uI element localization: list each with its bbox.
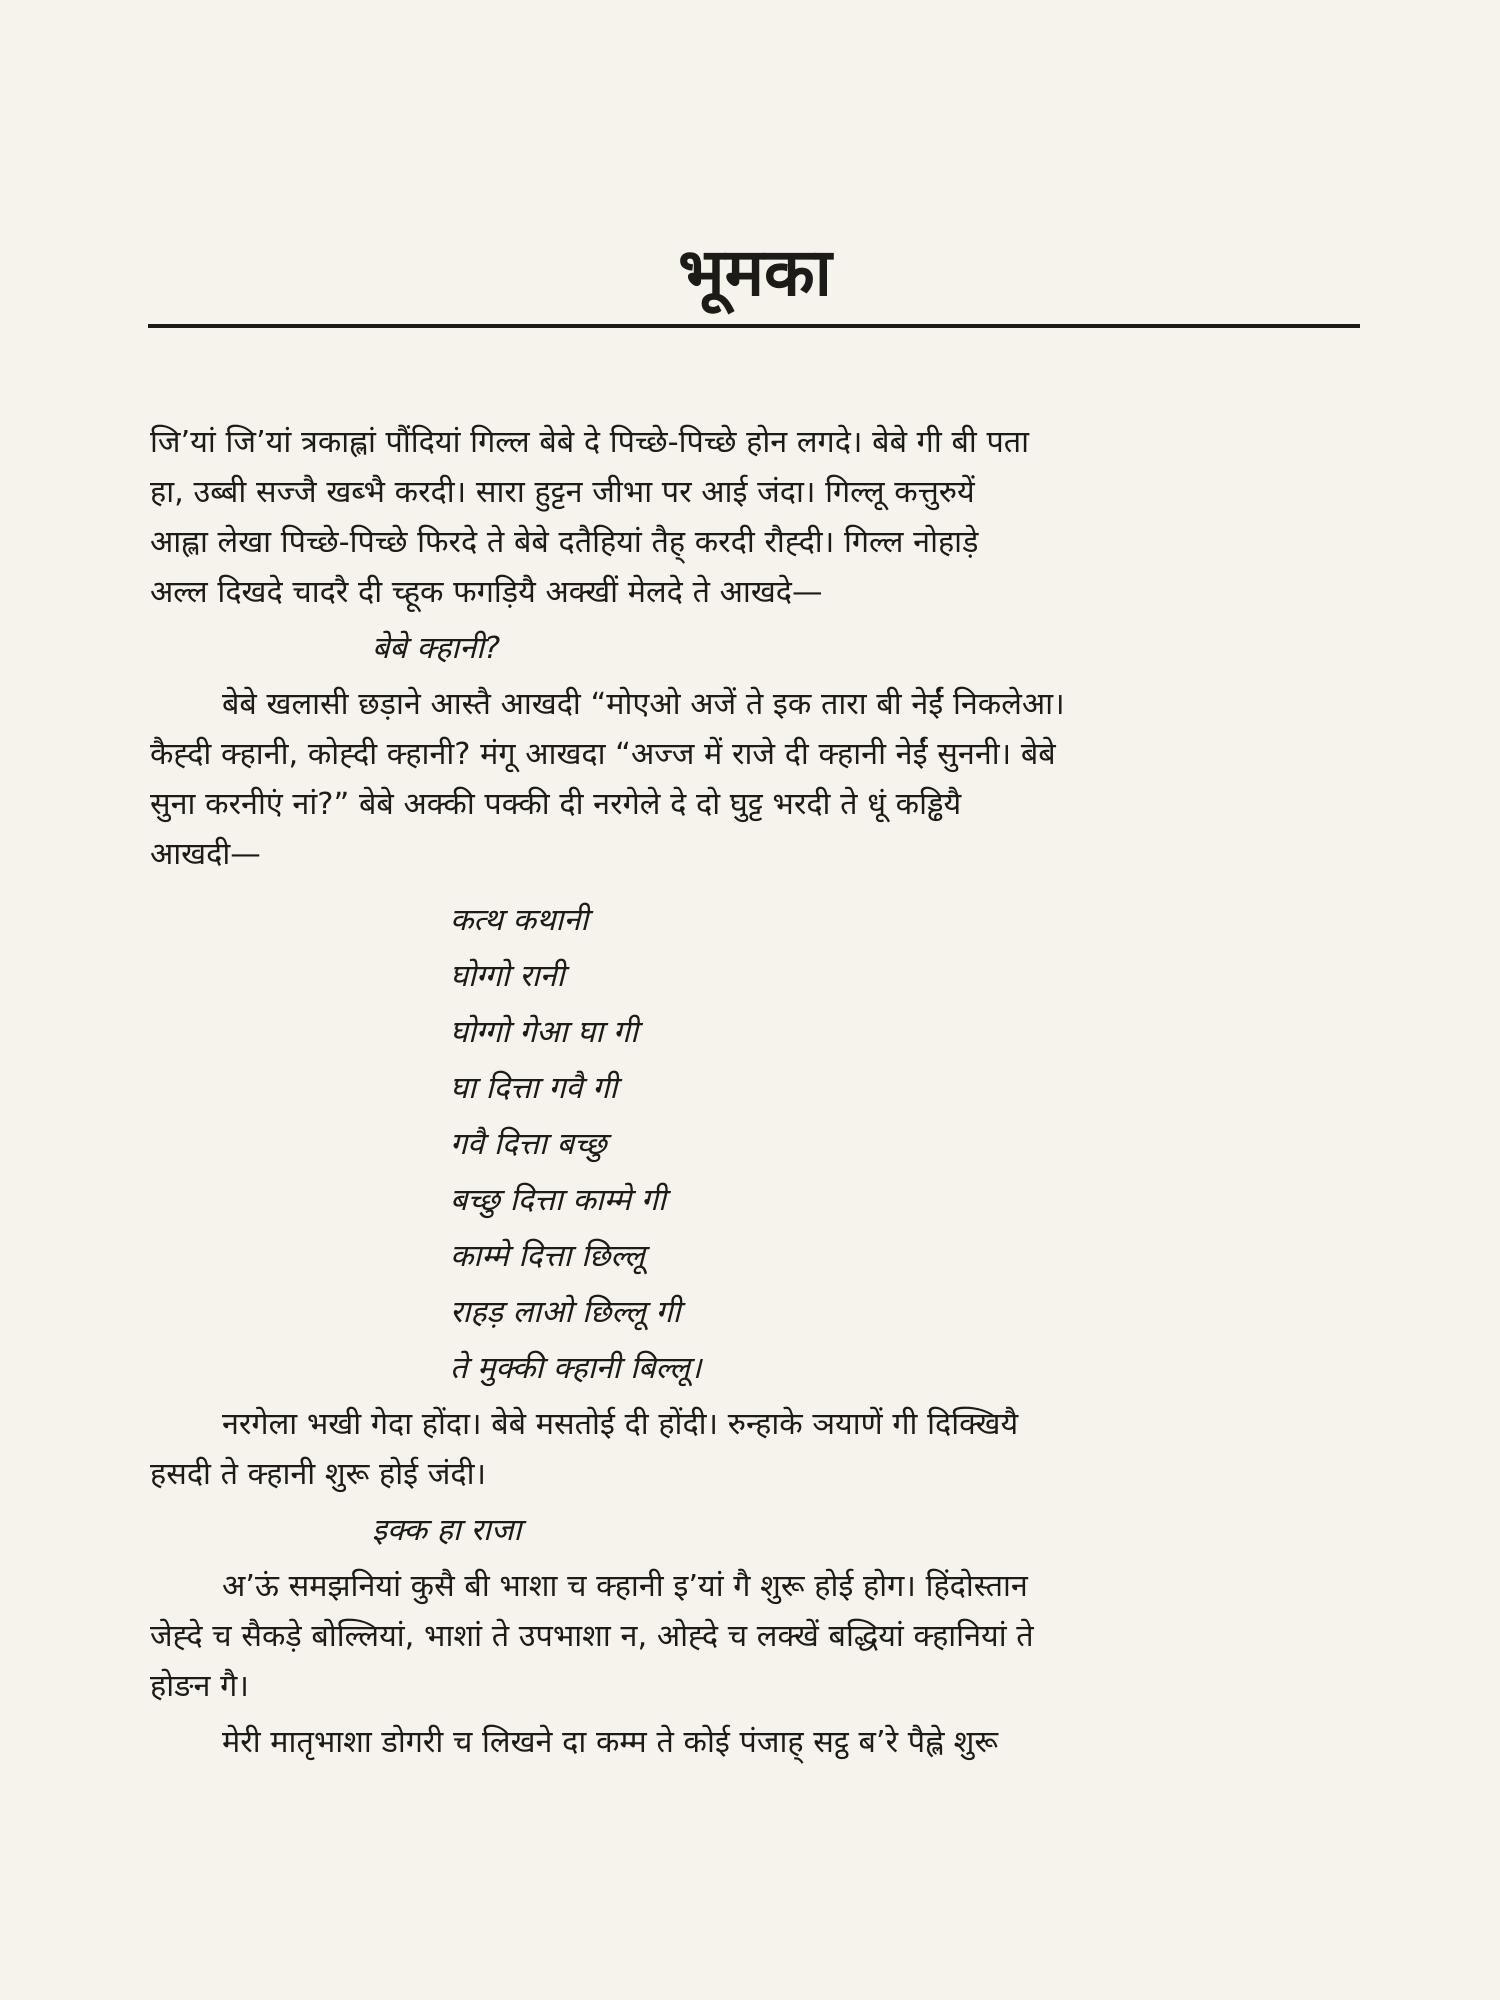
verse-line: घोग्गो गेआ घा गी <box>450 1015 638 1050</box>
verse-line: कत्थ कथानी <box>450 903 589 938</box>
paragraph-4 <box>150 1562 1360 1712</box>
verse-line: काम्मे दित्ता छिल्लू <box>450 1239 645 1274</box>
title-underline <box>148 324 1360 328</box>
question-line: बेबे क्हानी? <box>372 631 501 666</box>
verse-line: गवै दित्ता बच्छु <box>450 1127 607 1162</box>
text-line: आह्ला लेखा पिच्छे-पिच्छे फिरदे ते बेबे दतैहियां तैह् करदी रौह्दी। गिल्ल नोहाड़े <box>150 525 979 560</box>
text-line: बेबे खलासी छड़ाने आस्तै आखदी “मोएओ अजें ते इक तारा बी नेईं निकलेआ। <box>222 687 1065 722</box>
text-line: अल्ल दिखदे चादरै दी च्हूक फगड़ियै अक्खीं मेलदे ते आखदे— <box>150 575 823 610</box>
text-line: जेह्दे च सैकड़े बोल्लियां, भाशां ते उपभाशा न, ओह्दे च लक्खें बद्धियां क्हानियां ते <box>150 1619 1034 1654</box>
text-line: जि’यां जि’यां त्रकाह्लां पौंदियां गिल्ल बेबे दे पिच्छे-पिच्छे होन लगदे। बेबे गी बी पता <box>150 425 1030 460</box>
verse-line: बच्छु दित्ता काम्मे गी <box>450 1183 666 1218</box>
story-opening-line: इक्क हा राजा <box>372 1513 522 1548</box>
text-line: होङन गै। <box>150 1669 249 1704</box>
verse-line: घोग्गो रानी <box>450 959 565 994</box>
text-line: अ’ऊं समझनियां कुसै बी भाशा च क्हानी इ’यां गै शुरू होई होग। हिंदोस्तान <box>222 1569 1028 1604</box>
text-line: मेरी मातृभाशा डोगरी च लिखने दा कम्म ते कोई पंजाह् सट्ठ ब’रे पैह्ले शुरू <box>222 1725 999 1760</box>
verse-block <box>150 896 1360 1394</box>
paragraph-3 <box>150 1400 1360 1500</box>
paragraph-2 <box>150 680 1360 880</box>
text-line: सुना करनीएं नां?” बेबे अक्की पक्की दी नरगेले दे दो घुट्ट भरदी ते धूं कड्ढियै <box>150 787 962 822</box>
text-line: नरगेला भखी गेदा होंदा। बेबे मसतोई दी होंदी। रुन्हाके ञयाणें गी दिक्खियै <box>222 1407 1019 1442</box>
text-line: हा, उब्बी सज्जै खब्भै करदी। सारा हुट्टन जीभा पर आई जंदा। गिल्लू कत्तुरुयें <box>150 475 975 510</box>
paragraph-5 <box>150 1718 1360 1768</box>
page-title: भूमका <box>678 234 832 311</box>
text-line: हसदी ते क्हानी शुरू होई जंदी। <box>150 1457 487 1492</box>
text-line: कैह्दी क्हानी, कोह्दी क्हानी? मंगू आखदा “अज्ज में राजे दी क्हानी नेईं सुननी। बेबे <box>150 737 1056 772</box>
page-body <box>150 418 1360 1768</box>
paragraph-1 <box>150 418 1360 618</box>
verse-line: घा दित्ता गवै गी <box>450 1071 618 1106</box>
verse-line: राहड़ लाओ छिल्लू गी <box>450 1295 681 1330</box>
text-line: आखदी— <box>150 837 261 872</box>
verse-line: ते मुक्की क्हानी बिल्लू। <box>450 1351 702 1386</box>
